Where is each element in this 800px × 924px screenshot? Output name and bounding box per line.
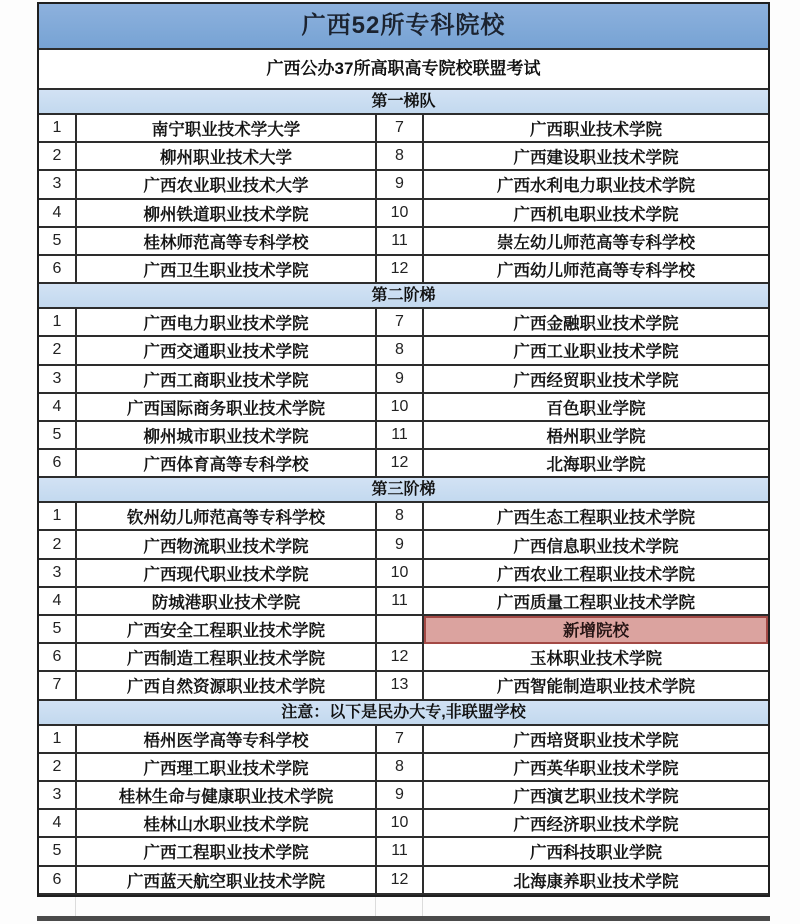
row-number-left: 6: [39, 867, 77, 895]
table-row: [39, 672, 768, 700]
row-number-left: 4: [39, 810, 77, 838]
table-row: [39, 337, 768, 365]
college-name-left: 广西现代职业技术学院: [77, 560, 377, 588]
college-name-right: 玉林职业技术学院: [424, 644, 768, 672]
section-header: 第二阶梯: [39, 284, 768, 309]
row-number-left: 3: [39, 366, 77, 394]
grid-line: [75, 897, 76, 916]
row-number-left: 5: [39, 422, 77, 450]
row-number-left: 2: [39, 531, 77, 559]
college-name-right: 广西经贸职业技术学院: [424, 366, 768, 394]
row-number-left: 1: [39, 115, 77, 143]
row-number-left: 5: [39, 838, 77, 866]
college-name-left: 广西物流职业技术学院: [77, 531, 377, 559]
table-row: [39, 503, 768, 531]
table-row: [39, 531, 768, 559]
row-number-right: [377, 616, 424, 644]
college-name-right: 广西经济职业技术学院: [424, 810, 768, 838]
table-row: [39, 726, 768, 754]
college-name-left: 广西农业职业技术大学: [77, 171, 377, 199]
college-name-right: 崇左幼儿师范高等专科学校: [424, 228, 768, 256]
row-number-right: 8: [377, 754, 424, 782]
row-number-right: 11: [377, 588, 424, 616]
college-name-left: 柳州职业技术大学: [77, 143, 377, 171]
row-number-left: 1: [39, 309, 77, 337]
table-row: [39, 588, 768, 616]
college-name-left: 桂林师范高等专科学校: [77, 228, 377, 256]
table-row: [39, 754, 768, 782]
table-row: [39, 171, 768, 199]
college-name-right: 广西幼儿师范高等专科学校: [424, 256, 768, 284]
new-college-highlight: 新增院校: [424, 616, 768, 644]
row-number-left: 4: [39, 200, 77, 228]
table-row: [39, 644, 768, 672]
college-name-right: 广西演艺职业技术学院: [424, 782, 768, 810]
table-subtitle: 广西公办37所高职高专院校联盟考试: [39, 50, 768, 90]
table-row: [39, 810, 768, 838]
row-number-left: 6: [39, 644, 77, 672]
table-row: [39, 782, 768, 810]
row-number-right: 9: [377, 171, 424, 199]
row-number-left: 4: [39, 588, 77, 616]
row-number-right: 12: [377, 450, 424, 478]
row-number-right: 10: [377, 560, 424, 588]
row-number-left: 6: [39, 450, 77, 478]
college-name-left: 广西电力职业技术学院: [77, 309, 377, 337]
row-number-right: 12: [377, 644, 424, 672]
table-row: [39, 867, 768, 895]
row-number-left: 2: [39, 754, 77, 782]
college-name-right: 广西职业技术学院: [424, 115, 768, 143]
college-name-right: 广西建设职业技术学院: [424, 143, 768, 171]
row-number-left: 2: [39, 143, 77, 171]
college-name-left: 广西国际商务职业技术学院: [77, 394, 377, 422]
section-header: 注意：以下是民办大专,非联盟学校: [39, 701, 768, 726]
college-table: [37, 2, 770, 897]
college-name-left: 柳州铁道职业技术学院: [77, 200, 377, 228]
college-name-right: 百色职业学院: [424, 394, 768, 422]
row-number-left: 6: [39, 256, 77, 284]
row-number-right: 13: [377, 672, 424, 700]
row-number-right: 7: [377, 309, 424, 337]
bottom-grid-remnant: [37, 897, 770, 916]
section-header: 第一梯队: [39, 90, 768, 115]
row-number-right: 7: [377, 115, 424, 143]
table-row: [39, 616, 768, 644]
row-number-right: 8: [377, 337, 424, 365]
college-name-left: 广西卫生职业技术学院: [77, 256, 377, 284]
college-name-left: 广西理工职业技术学院: [77, 754, 377, 782]
college-name-left: 广西蓝天航空职业技术学院: [77, 867, 377, 895]
row-number-left: 3: [39, 782, 77, 810]
college-name-right: 广西工业职业技术学院: [424, 337, 768, 365]
college-name-left: 防城港职业技术学院: [77, 588, 377, 616]
college-name-left: 广西自然资源职业技术学院: [77, 672, 377, 700]
college-name-left: 南宁职业技术学大学: [77, 115, 377, 143]
college-name-right: 广西智能制造职业技术学院: [424, 672, 768, 700]
college-name-left: 桂林生命与健康职业技术学院: [77, 782, 377, 810]
row-number-left: 3: [39, 171, 77, 199]
college-name-right: 广西农业工程职业技术学院: [424, 560, 768, 588]
row-number-right: 9: [377, 531, 424, 559]
table-row: [39, 366, 768, 394]
row-number-right: 11: [377, 422, 424, 450]
college-name-left: 广西工商职业技术学院: [77, 366, 377, 394]
table-row: [39, 450, 768, 478]
row-number-right: 11: [377, 228, 424, 256]
college-name-right: 广西机电职业技术学院: [424, 200, 768, 228]
row-number-right: 11: [377, 838, 424, 866]
row-number-left: 5: [39, 616, 77, 644]
row-number-right: 12: [377, 867, 424, 895]
table-row: [39, 115, 768, 143]
row-number-right: 9: [377, 782, 424, 810]
college-name-left: 柳州城市职业技术学院: [77, 422, 377, 450]
table-row: [39, 394, 768, 422]
college-name-right: 梧州职业学院: [424, 422, 768, 450]
row-number-left: 5: [39, 228, 77, 256]
table-row: [39, 560, 768, 588]
college-name-right: 广西生态工程职业技术学院: [424, 503, 768, 531]
college-name-right: 北海康养职业技术学院: [424, 867, 768, 895]
row-number-left: 4: [39, 394, 77, 422]
grid-line: [375, 897, 376, 916]
row-number-right: 10: [377, 810, 424, 838]
college-name-right: 北海职业学院: [424, 450, 768, 478]
college-name-right: 广西金融职业技术学院: [424, 309, 768, 337]
row-number-right: 9: [377, 366, 424, 394]
row-number-left: 1: [39, 726, 77, 754]
college-name-left: 广西工程职业技术学院: [77, 838, 377, 866]
table-sections: [39, 90, 768, 895]
row-number-right: 10: [377, 394, 424, 422]
row-number-left: 3: [39, 560, 77, 588]
row-number-left: 7: [39, 672, 77, 700]
grid-line: [422, 897, 423, 916]
row-number-left: 2: [39, 337, 77, 365]
college-name-left: 梧州医学高等专科学校: [77, 726, 377, 754]
row-number-right: 8: [377, 143, 424, 171]
table-row: [39, 143, 768, 171]
college-name-right: 广西质量工程职业技术学院: [424, 588, 768, 616]
college-name-right: 广西信息职业技术学院: [424, 531, 768, 559]
college-name-right: 广西科技职业学院: [424, 838, 768, 866]
row-number-right: 7: [377, 726, 424, 754]
row-number-right: 12: [377, 256, 424, 284]
college-name-right: 广西英华职业技术学院: [424, 754, 768, 782]
table-row: [39, 228, 768, 256]
college-name-left: 广西体育高等专科学校: [77, 450, 377, 478]
college-name-left: 钦州幼儿师范高等专科学校: [77, 503, 377, 531]
row-number-right: 10: [377, 200, 424, 228]
table-row: [39, 200, 768, 228]
college-name-left: 桂林山水职业技术学院: [77, 810, 377, 838]
row-number-right: 8: [377, 503, 424, 531]
college-name-right: 广西水利电力职业技术学院: [424, 171, 768, 199]
bottom-border-line: [37, 916, 770, 921]
table-row: [39, 256, 768, 284]
row-number-left: 1: [39, 503, 77, 531]
table-row: [39, 309, 768, 337]
table-row: [39, 838, 768, 866]
table-title: 广西52所专科院校: [39, 4, 768, 50]
table-row: [39, 422, 768, 450]
college-name-left: 广西安全工程职业技术学院: [77, 616, 377, 644]
college-name-right: 广西培贤职业技术学院: [424, 726, 768, 754]
section-header: 第三阶梯: [39, 478, 768, 503]
college-name-left: 广西交通职业技术学院: [77, 337, 377, 365]
college-name-left: 广西制造工程职业技术学院: [77, 644, 377, 672]
